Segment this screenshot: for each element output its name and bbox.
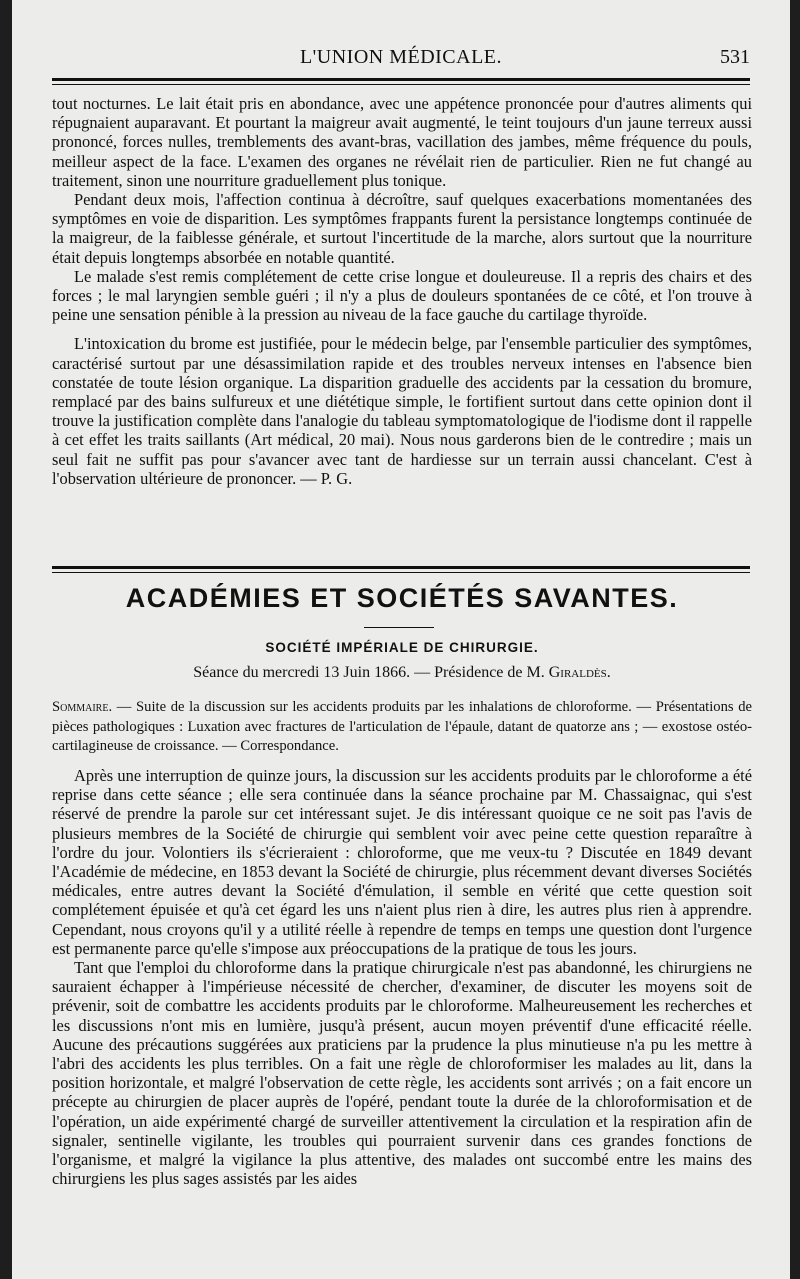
summary-label: Sommaire. (52, 699, 113, 715)
session-line (52, 664, 752, 682)
society-heading: SOCIÉTÉ IMPÉRIALE DE CHIRURGIE. (265, 640, 539, 655)
paragraph: Pendant deux mois, l'affection continua à décroître, sauf quelques exacerbations momentanées des symptômes en voie de disparition. Les symptômes frappants furent la persistance longtemps continuée de la maigreur, de la faiblesse générale, et surtout l'incertitude de la marche, alors surtout que la nourriture était depuis longtemps absorbée en notable quantité. (52, 190, 752, 267)
section-rule-thin (52, 572, 750, 573)
paragraph: Tant que l'emploi du chloroforme dans la pratique chirurgicale n'est pas abandonné, les chirurgiens ne sauraient échapper à l'impérieuse nécessité de chercher, d'examiner, de discuter les moyens soit de prévenir, soit de combattre les accidents produits par le chloroforme. Malheureusement les recherches et les discussions n'ont mis en lumière, jusqu'à présent, aucun moyen préventif d'une efficacité réelle. Aucune des précautions suggérées aux praticiens par la prudence la plus minutieuse n'a pu les mettre à l'abri des accidents les plus terribles. On a fait une règle de chloroformiser les malades au lit, dans la position horizontale, et malgré l'observation de cette règle, les accidents sont arrivés ; on a fait encore un précepte au chirurgien de placer auprès de l'opéré, pendant toute la durée de la chloroformisation et de l'opération, un aide expérimenté chargé de surveiller attentivement la circulation et la respiration afin de signaler, sentinelle vigilante, les troubles qui pourraient survenir dans ces grandes fonctions de l'organisme, et malgré la vigilance la plus attentive, des malades ont succombé entre les mains des chirurgiens les plus sages assistés par les aides (52, 958, 752, 1189)
president-name: Giraldès. (548, 664, 611, 681)
summary-text: — Suite de la discussion sur les accidents produits par les inhalations de chloroforme. — Présentations de pièces pathologiques : Luxation avec fractures de l'articulation de l'épaule, datant de quatorze ans ; — exostose ostéo-cartilagineuse de croissance. — Correspondance. (52, 699, 752, 754)
title-divider (364, 627, 434, 628)
session-text: Séance du mercredi 13 Juin 1866. — Présidence de M. (193, 664, 545, 681)
paragraph: Le malade s'est remis complétement de cette crise longue et douleureuse. Il a repris des chairs et des forces ; le mal laryngien semble guéri ; il n'y a plus de douleurs spontanées de ce côté, et l'on trouve à peine une sensation pénible à la pression au niveau de la face gauche du cartilage thyroïde. (52, 266, 752, 325)
paragraph-gap (52, 324, 752, 334)
header-rule-thick (52, 78, 750, 81)
section-rule-thick (52, 566, 750, 569)
section-title: ACADÉMIES ET SOCIÉTÉS SAVANTES. (125, 583, 679, 613)
page-number: 531 (720, 46, 750, 68)
paragraph: L'intoxication du brome est justifiée, pour le médecin belge, par l'ensemble particulier des symptômes, caractérisé surtout par une désassimilation rapide et des troubles nerveux intenses en l'absence bien constatée de toute lésion organique. La disparition graduelle des accidents par la cessation du bromure, remplacé par des bains sulfureux et une diététique simple, le fortifient surtout dans cette opinion dont il trouve la justification complète dans l'analogie du tableau symptomatologique de l'iodisme dont il rappelle à cet effet les traits saillants (Art médical, 20 mai). Nous nous garderons bien de le contredire ; mais un seul fait ne suffit pas pour s'avancer avec tant de hardiesse sur un terrain aussi chancelant. C'est à l'observation ultérieure de prononcer. — P. G. (52, 334, 752, 488)
header-rule-thin (52, 84, 750, 85)
running-title: L'UNION MÉDICALE. (299, 46, 503, 68)
paragraph: Après une interruption de quinze jours, la discussion sur les accidents produits par le chloroforme a été reprise dans cette séance ; elle sera continuée dans la séance prochaine par M. Chassaignac, qui s'est réservé de prendre la parole sur cet intéressant sujet. Je dis intéressant quoique ce ne soit pas l'avis de plusieurs membres de la Société de chirurgie qui semblent voir avec peine cette question reparaître à l'ordre du jour. Volontiers ils s'écrieraient : chloroforme, que me veux-tu ? Discutée en 1849 devant l'Académie de médecine, en 1853 devant la Société de chirurgie, plus récemment devant diverses Sociétés médicales, entre autres devant la Société d'émulation, il semble en vérité que cette question soit complétement épuisée et qu'à cet égard les uns n'aient plus rien à dire, les autres plus rien à apprendre. Cependant, nous croyons qu'il y a utilité réelle à rependre de temps en temps une question dont l'urgence est permanente parce qu'elle s'impose aux préoccupations de la pratique de tous les jours. (52, 766, 752, 958)
article-body (52, 766, 752, 1188)
article-continuation (52, 94, 752, 488)
page-header (52, 38, 750, 78)
journal-page (12, 0, 790, 1279)
summary (52, 698, 752, 757)
paragraph: tout nocturnes. Le lait était pris en abondance, avec une appétence prononcée pour d'autres aliments qui répugnaient auparavant. Et pourtant la maigreur avait augmenté, le teint toujours d'un jaune terreux aussi prononcé, forces nulles, tremblements des avant-bras, vacillation des jambes, même fréquence du pouls, meilleur aspect de la face. L'examen des organes ne révélait rien de particulier. Rien ne fut changé au traitement, sinon une nourriture graduellement plus tonique. (52, 94, 752, 190)
